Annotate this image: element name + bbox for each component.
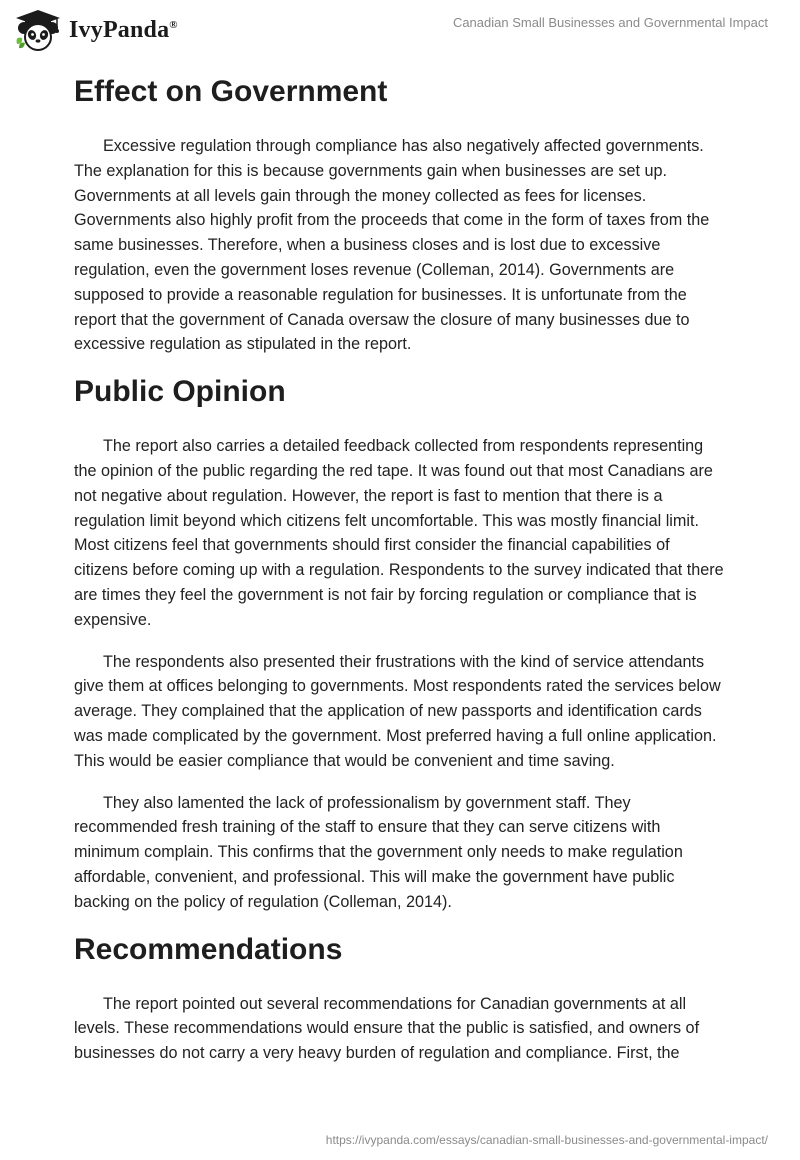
source-url[interactable]: https://ivypanda.com/essays/canadian-small-businesses-and-governmental-impact/ — [325, 1133, 768, 1147]
section-effect-on-government — [74, 72, 726, 357]
article-body — [74, 72, 726, 1066]
paragraph: The report also carries a detailed feedback collected from respondents representing the opinion of the public regarding the red tape. It was found out that most Canadians are not negative about regulation. However, the report is fast to mention that there is a regulation limit beyond which citizens felt uncomfortable. This was mostly financial limit. Most citizens feel that governments should first consider the financial capabilities of citizens before coming up with a regulation. Respondents to the survey indicated that there are times they feel the government is not fair by forcing regulation or compliance that is expensive. — [74, 437, 724, 629]
section-heading: Public Opinion — [74, 375, 286, 409]
brand-name: IvyPanda® — [69, 16, 178, 43]
paragraph: Excessive regulation through compliance has also negatively affected governments. The explanation for this is because governments gain when businesses are set up. Governments at all levels gain through the money collected as fees for licenses. Governments also highly profit from the proceeds that come in the form of taxes from the same businesses. Therefore, when a business closes and is lost due to excessive regulation, even the government loses revenue (Colleman, 2014). Governments are supposed to provide a reasonable regulation for businesses. It is unfortunate from the report that the government of Canada oversaw the closure of many businesses due to excessive regulation as stipulated in the report. — [74, 137, 710, 354]
paragraph: They also lamented the lack of professionalism by government staff. They recommended fresh training of the staff to ensure that they can serve citizens with minimum complain. This confirms that the government only needs to make regulation affordable, convenient, and professional. This will make the government have public backing on the policy of regulation (Colleman, 2014). — [74, 793, 683, 911]
section-heading: Effect on Government — [74, 75, 388, 108]
section-public-opinion — [74, 372, 726, 914]
paragraph: The report pointed out several recommendations for Canadian governments at all levels. These recommendations would ensure that the public is satisfied, and owners of businesses do not carry a very heavy burden of regulation and compliance. First, the — [74, 994, 700, 1063]
section-recommendations — [74, 930, 726, 1066]
ivypanda-logo[interactable] — [13, 8, 178, 52]
panda-graduation-cap-icon — [13, 8, 63, 52]
trademark-symbol: ® — [169, 18, 178, 31]
paragraph: The respondents also presented their frustrations with the kind of service attendants give them at offices belonging to governments. Most respondents rated the services below average. They complained that the application of new passports and identification cards was made complicated by the government. Most preferred having a full online application. This would be easier compliance that would be convenient and time saving. — [74, 652, 721, 770]
document-title: Canadian Small Businesses and Governmental Impact — [452, 15, 768, 30]
page-header — [0, 0, 800, 60]
section-heading: Recommendations — [74, 932, 343, 966]
